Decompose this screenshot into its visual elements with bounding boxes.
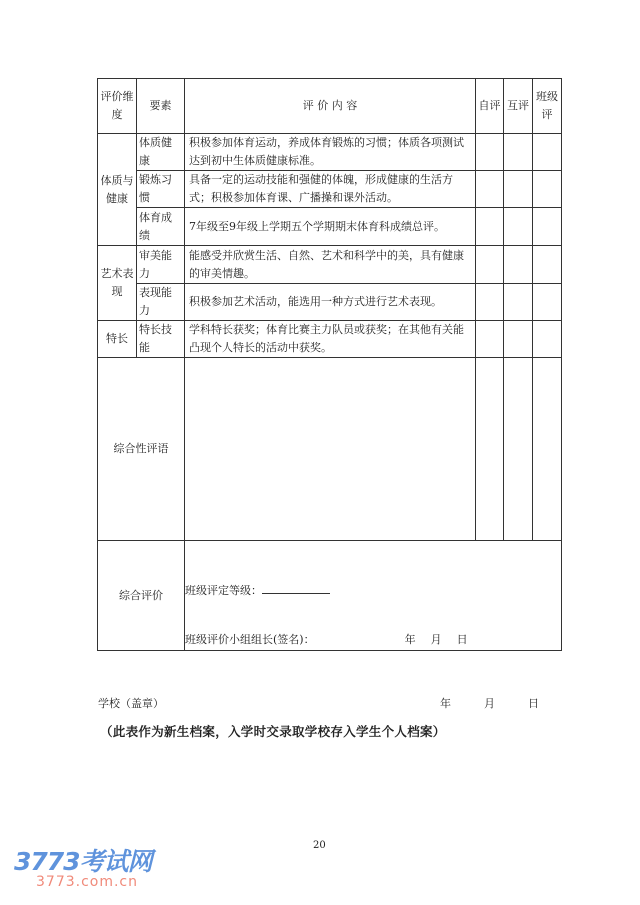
logo-url: 3773.com.cn	[36, 874, 138, 890]
class-score-cell[interactable]	[533, 321, 562, 358]
header-self: 自评	[476, 79, 504, 134]
peer-score-cell[interactable]	[504, 284, 533, 321]
header-element: 要素	[137, 79, 185, 134]
peer-score-cell[interactable]	[504, 321, 533, 358]
page-number: 20	[313, 840, 326, 851]
element-cell: 体质健康	[137, 134, 185, 171]
header-row	[98, 79, 562, 134]
peer-score-cell[interactable]	[504, 246, 533, 284]
logo-name: 3773考试网	[14, 847, 152, 876]
element-cell: 表现能力	[137, 284, 185, 321]
self-score-cell[interactable]	[476, 134, 504, 171]
table-row	[98, 208, 562, 246]
grade-field[interactable]	[262, 581, 330, 594]
overall-label: 综合评价	[98, 541, 185, 651]
content-cell: 积极参加体育运动，养成体育锻炼的习惯；体质各项测试达到初中生体质健康标准。	[185, 134, 476, 171]
self-score-cell[interactable]	[476, 171, 504, 208]
archive-note: （此表作为新生档案，入学时交录取学校存入学生个人档案）	[100, 724, 446, 739]
table-row	[98, 171, 562, 208]
element-cell: 锻炼习惯	[137, 171, 185, 208]
dimension-cell: 特长	[98, 321, 137, 358]
overall-row	[98, 541, 562, 651]
header-peer: 互评	[504, 79, 533, 134]
peer-score-cell[interactable]	[504, 134, 533, 171]
leader-signature-date: 年 月 日	[404, 633, 470, 646]
class-score-cell[interactable]	[533, 284, 562, 321]
self-score-cell[interactable]	[476, 321, 504, 358]
content-cell: 学科特长获奖；体育比赛主力队员或获奖；在其他有关能凸现个人特长的活动中获奖。	[185, 321, 476, 358]
dimension-cell: 艺术表现	[98, 246, 137, 321]
leader-signature-label: 班级评价小组组长(签名)：	[185, 633, 315, 646]
comment-field[interactable]	[185, 358, 476, 541]
class-score-cell[interactable]	[533, 134, 562, 171]
element-cell: 特长技能	[137, 321, 185, 358]
dimension-cell: 体质与健康	[98, 134, 137, 246]
table-row	[98, 246, 562, 284]
class-score-cell[interactable]	[533, 171, 562, 208]
comment-row	[98, 358, 562, 541]
table-row	[98, 134, 562, 171]
header-content: 评 价 内 容	[185, 79, 476, 134]
header-class: 班级评	[533, 79, 562, 134]
header-dimension: 评价维度	[98, 79, 137, 134]
school-seal-label: 学校（盖章）	[98, 697, 164, 710]
class-score-cell[interactable]	[533, 246, 562, 284]
self-score-cell[interactable]	[476, 246, 504, 284]
peer-score-cell[interactable]	[504, 208, 533, 246]
content-cell: 积极参加艺术活动，能选用一种方式进行艺术表现。	[185, 284, 476, 321]
content-cell: 能感受并欣赏生活、自然、艺术和科学中的美，具有健康的审美情趣。	[185, 246, 476, 284]
self-score-cell[interactable]	[476, 284, 504, 321]
grade-label: 班级评定等级：	[185, 584, 262, 597]
class-score-cell[interactable]	[533, 208, 562, 246]
peer-score-cell[interactable]	[504, 171, 533, 208]
table-row	[98, 321, 562, 358]
content-cell: 具备一定的运动技能和强健的体魄，形成健康的生活方式；积极参加体育课、广播操和课外活动。	[185, 171, 476, 208]
element-cell: 审美能力	[137, 246, 185, 284]
content-cell: 7年级至9年级上学期五个学期期末体育科成绩总评。	[185, 208, 476, 246]
footer-date: 年 月 日	[440, 697, 539, 710]
site-logo	[14, 842, 152, 890]
self-score-cell[interactable]	[476, 208, 504, 246]
element-cell: 体育成绩	[137, 208, 185, 246]
comment-label: 综合性评语	[98, 358, 185, 541]
table-row	[98, 284, 562, 321]
evaluation-table	[97, 78, 562, 651]
